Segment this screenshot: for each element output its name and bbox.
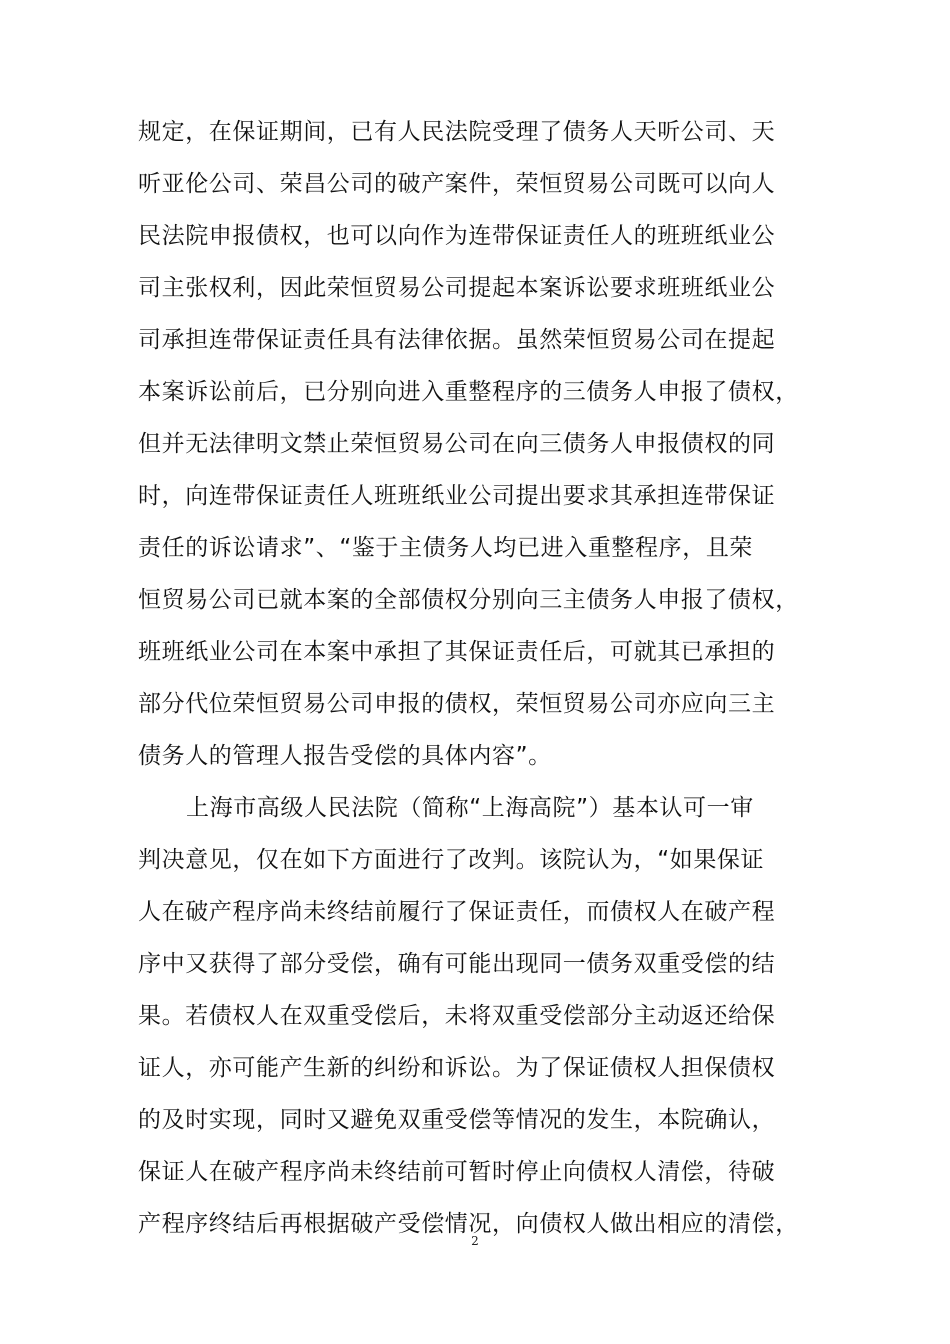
text-line: 产程序终结后再根据破产受偿情况，向债权人做出相应的清偿， (138, 1211, 799, 1237)
text-line: 但并无法律明文禁止荣恒贸易公司在向三债务人申报债权的同 (138, 431, 776, 457)
text-line: 本案诉讼前后，已分别向进入重整程序的三债务人申报了债权， (138, 379, 799, 405)
text-line: 判决意见，仅在如下方面进行了改判。该院认为，“如果保证 (138, 847, 765, 873)
text-line: 保证人在破产程序尚未终结前可暂时停止向债权人清偿，待破 (138, 1159, 776, 1185)
text-line: 司承担连带保证责任具有法律依据。虽然荣恒贸易公司在提起 (138, 327, 776, 353)
text-line: 人在破产程序尚未终结前履行了保证责任，而债权人在破产程 (138, 899, 776, 925)
text-line: 部分代位荣恒贸易公司申报的债权，荣恒贸易公司亦应向三主 (138, 691, 776, 717)
text-line: 民法院申报债权，也可以向作为连带保证责任人的班班纸业公 (138, 223, 776, 249)
text-line: 班班纸业公司在本案中承担了其保证责任后，可就其已承担的 (138, 639, 776, 665)
page-number: 2 (471, 1234, 479, 1248)
text-line: 规定，在保证期间，已有人民法院受理了债务人天听公司、天 (138, 119, 776, 145)
text-line: 果。若债权人在双重受偿后，未将双重受偿部分主动返还给保 (138, 1003, 776, 1029)
text-line: 的及时实现，同时又避免双重受偿等情况的发生，本院确认， (138, 1107, 776, 1133)
text-line: 责任的诉讼请求”、“鉴于主债务人均已进入重整程序，且荣 (138, 535, 754, 561)
text-line: 序中又获得了部分受偿，确有可能出现同一债务双重受偿的结 (138, 951, 776, 977)
text-line: 时，向连带保证责任人班班纸业公司提出要求其承担连带保证 (138, 483, 776, 509)
text-line: 司主张权利，因此荣恒贸易公司提起本案诉讼要求班班纸业公 (138, 275, 776, 301)
paragraph-first-line: 上海市高级人民法院（简称“上海高院”）基本认可一审 (186, 795, 754, 821)
text-line: 证人，亦可能产生新的纠纷和诉讼。为了保证债权人担保债权 (138, 1055, 776, 1081)
text-line: 债务人的管理人报告受偿的具体内容”。 (138, 743, 552, 769)
text-line: 恒贸易公司已就本案的全部债权分别向三主债务人申报了债权， (138, 587, 799, 613)
text-line: 听亚伦公司、荣昌公司的破产案件，荣恒贸易公司既可以向人 (138, 171, 776, 197)
